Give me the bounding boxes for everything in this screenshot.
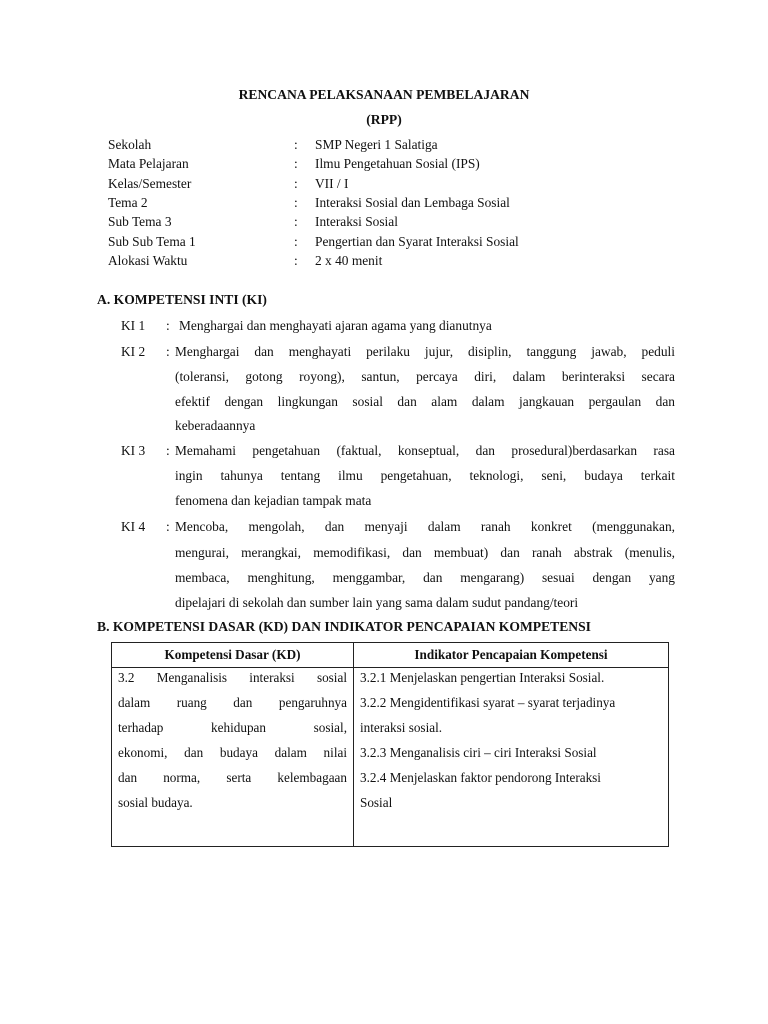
ki-text-line: Menghargai dan menghayati ajaran agama yang dianutnya	[179, 318, 492, 333]
ki-text-line: membaca, menghitung, menggambar, dan mengarang) sesuai dengan yang	[175, 570, 675, 585]
ki-text-line: efektif dengan lingkungan sosial dan alam dalam jangkauan pergaulan dan	[175, 394, 675, 409]
kd-text-line: sosial budaya.	[118, 795, 193, 810]
indicator-text-line: Sosial	[360, 795, 393, 810]
identity-value: Ilmu Pengetahuan Sosial (IPS)	[315, 156, 480, 171]
identity-value: 2 x 40 menit	[315, 253, 383, 268]
ki-label: KI 1	[121, 318, 146, 333]
identity-label: Sub Sub Tema 1	[108, 234, 196, 249]
kd-text-line: ekonomi, dan budaya dalam nilai	[118, 745, 347, 760]
identity-colon: :	[294, 234, 298, 249]
table-header-indicator: Indikator Pencapaian Kompetensi	[354, 643, 669, 668]
kd-text-line: 3.2 Menganalisis interaksi sosial	[118, 670, 347, 685]
ki-text-line: (toleransi, gotong royong), santun, percaya diri, dalam berinteraksi secara	[175, 369, 675, 384]
identity-colon: :	[294, 253, 298, 268]
identity-value: SMP Negeri 1 Salatiga	[315, 137, 438, 152]
ki-text-line: Mencoba, mengolah, dan menyaji dalam ranah konkret (menggunakan,	[175, 519, 675, 534]
indicator-text-line: 3.2.4 Menjelaskan faktor pendorong Interaksi	[360, 770, 601, 785]
identity-label: Mata Pelajaran	[108, 156, 189, 171]
identity-colon: :	[294, 176, 298, 191]
identity-value: Pengertian dan Syarat Interaksi Sosial	[315, 234, 519, 249]
ki-colon: :	[166, 318, 170, 333]
identity-label: Sekolah	[108, 137, 152, 152]
section-a-heading: A. KOMPETENSI INTI (KI)	[97, 292, 267, 307]
identity-colon: :	[294, 195, 298, 210]
indicator-text-line: 3.2.3 Menganalisis ciri – ciri Interaksi Sosial	[360, 745, 597, 760]
table-header-kd: Kompetensi Dasar (KD)	[112, 643, 354, 668]
ki-label: KI 4	[121, 519, 146, 534]
identity-label: Kelas/Semester	[108, 176, 192, 191]
indicator-text-line: interaksi sosial.	[360, 720, 443, 735]
ki-colon: :	[166, 344, 170, 359]
kd-text-line: dan norma, serta kelembagaan	[118, 770, 347, 785]
identity-value: Interaksi Sosial	[315, 214, 398, 229]
indicator-cell	[354, 668, 669, 847]
identity-label: Alokasi Waktu	[108, 253, 188, 268]
kd-text-line: terhadap kehidupan sosial,	[118, 720, 347, 735]
document-subtitle: (RPP)	[366, 112, 402, 127]
identity-colon: :	[294, 137, 298, 152]
kd-indicator-table	[111, 642, 669, 847]
ki-label: KI 3	[121, 443, 146, 458]
ki-text-line: Menghargai dan menghayati perilaku jujur, disiplin, tanggung jawab, peduli	[175, 344, 675, 359]
document-title: RENCANA PELAKSANAAN PEMBELAJARAN	[238, 87, 530, 102]
ki-text-line: keberadaannya	[175, 418, 256, 433]
kd-cell	[112, 668, 354, 847]
ki-colon: :	[166, 519, 170, 534]
ki-text-line: dipelajari di sekolah dan sumber lain yang sama dalam sudut pandang/teori	[175, 595, 579, 610]
indicator-text-line: 3.2.2 Mengidentifikasi syarat – syarat terjadinya	[360, 695, 616, 710]
identity-label: Sub Tema 3	[108, 214, 172, 229]
ki-text-line: Memahami pengetahuan (faktual, konseptual, dan prosedural)berdasarkan rasa	[175, 443, 675, 458]
table-header-row	[112, 643, 669, 668]
table-row	[112, 668, 669, 847]
ki-text-line: mengurai, merangkai, memodifikasi, dan membuat) dan ranah abstrak (menulis,	[175, 545, 675, 560]
ki-label: KI 2	[121, 344, 146, 359]
identity-colon: :	[294, 214, 298, 229]
identity-value: VII / I	[315, 176, 349, 191]
kd-text-line: dalam ruang dan pengaruhnya	[118, 695, 347, 710]
identity-label: Tema 2	[108, 195, 148, 210]
ki-text-line: fenomena dan kejadian tampak mata	[175, 493, 372, 508]
identity-colon: :	[294, 156, 298, 171]
ki-text-line: ingin tahunya tentang ilmu pengetahuan, teknologi, seni, budaya terkait	[175, 468, 675, 483]
identity-value: Interaksi Sosial dan Lembaga Sosial	[315, 195, 510, 210]
indicator-text-line: 3.2.1 Menjelaskan pengertian Interaksi Sosial.	[360, 670, 605, 685]
ki-colon: :	[166, 443, 170, 458]
section-b-heading: B. KOMPETENSI DASAR (KD) DAN INDIKATOR PENCAPAIAN KOMPETENSI	[97, 619, 591, 634]
